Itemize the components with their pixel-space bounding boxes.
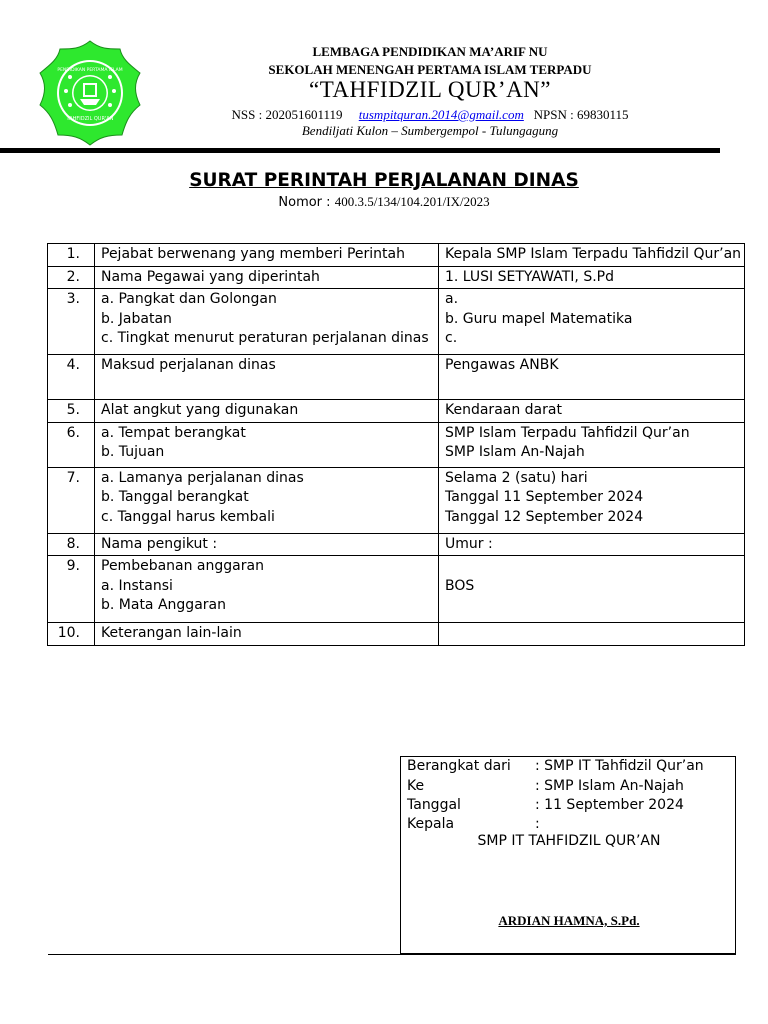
item-value [445, 624, 738, 644]
tanggal-label: Tanggal [407, 797, 461, 813]
item-value: Pengawas ANBK [445, 357, 559, 373]
item-label: Alat angkut yang digunakan [101, 402, 299, 418]
item-value: Kepala SMP Islam Terpadu Tahfidzil Qur’an [445, 246, 742, 262]
row-number: 10. [48, 623, 95, 646]
item-value: BOS [445, 577, 475, 594]
signatory-name: ARDIAN HAMNA, S.Pd. [498, 913, 640, 928]
item-value-cell [439, 623, 745, 646]
item-value-cell [439, 422, 745, 467]
item-value: Umur : [445, 535, 493, 552]
item-label-cell [95, 556, 439, 623]
nomor-value: 400.3.5/134/104.201/IX/2023 [334, 194, 490, 209]
item-label: c. Tingkat menurut peraturan perjalanan dinas [101, 330, 429, 346]
item-label: b. Mata Anggaran [101, 597, 226, 613]
berangkat-value: : SMP IT Tahfidzil Qur’an [535, 758, 704, 774]
row-number: 1. [48, 244, 95, 267]
table-row [48, 422, 745, 467]
table-row [48, 266, 745, 289]
item-label-cell [95, 623, 439, 646]
item-label: Pembebanan anggaran [101, 558, 264, 574]
school-logo [34, 40, 146, 146]
row-number: 8. [48, 533, 95, 556]
item-label-cell [95, 422, 439, 467]
kepala-row [407, 815, 540, 835]
item-value-cell [439, 266, 745, 289]
row-number: 9. [48, 556, 95, 623]
ke-row [407, 777, 684, 797]
table-row [48, 244, 745, 267]
item-value: b. Guru mapel Matematika [445, 310, 633, 327]
bottom-line [48, 954, 736, 955]
table-row [48, 623, 745, 646]
tanggal-row [407, 796, 684, 816]
item-label-cell [95, 266, 439, 289]
kepala-label: Kepala [407, 816, 455, 832]
item-label: a. Pangkat dan Golongan [101, 291, 277, 307]
item-value: c. [445, 330, 458, 346]
row-number: 6. [48, 422, 95, 467]
item-label: a. Instansi [101, 577, 173, 594]
npsn-number: NPSN : 69830115 [533, 107, 629, 122]
header-school-name: “TAHFIDZIL QUR’AN” [309, 77, 551, 102]
item-value: SMP Islam Terpadu Tahfidzil Qur’an [445, 424, 690, 441]
item-label-cell [95, 289, 439, 355]
table-row [48, 289, 745, 355]
header-school-type: SEKOLAH MENENGAH PERTAMA ISLAM TERPADU [268, 62, 592, 77]
item-value: Tanggal 12 September 2024 [445, 508, 644, 525]
item-label: b. Tanggal berangkat [101, 489, 249, 505]
row-number: 5. [48, 400, 95, 423]
item-label-cell [95, 533, 439, 556]
row-number: 2. [48, 266, 95, 289]
nomor-label: Nomor : [278, 195, 331, 210]
item-value-cell [439, 533, 745, 556]
item-value: Tanggal 11 September 2024 [445, 489, 644, 505]
item-label: c. Tanggal harus kembali [101, 508, 275, 525]
item-label: Keterangan lain-lain [101, 625, 242, 641]
item-value: 1. LUSI SETYAWATI, S.Pd [445, 268, 614, 285]
header-address: Bendiljati Kulon – Sumbergempol - Tulungagung [301, 123, 559, 138]
table-row [48, 533, 745, 556]
logo-text-bottom: TAHFIDZIL QUR'AN [66, 116, 114, 122]
document-number [0, 194, 768, 210]
item-value-cell [439, 556, 745, 623]
item-value [445, 596, 738, 616]
spd-detail-table [47, 243, 745, 646]
item-label: Maksud perjalanan dinas [101, 357, 276, 373]
ke-label: Ke [407, 778, 425, 794]
berangkat-row [407, 757, 704, 777]
item-value: Selama 2 (satu) hari [445, 469, 588, 486]
table-row [48, 400, 745, 423]
item-value [445, 557, 738, 577]
item-label: b. Jabatan [101, 310, 172, 327]
item-label: b. Tujuan [101, 444, 165, 460]
departure-signature-box [400, 756, 736, 954]
table-row [48, 467, 745, 533]
item-value-cell [439, 400, 745, 423]
item-value: SMP Islam An-Najah [445, 444, 585, 460]
header-divider [0, 148, 720, 153]
header-institution: LEMBAGA PENDIDIKAN MA’ARIF NU [312, 44, 548, 59]
row-number: 7. [48, 467, 95, 533]
header-identifiers [190, 107, 670, 123]
berangkat-label: Berangkat dari [407, 758, 511, 774]
item-value: a. [445, 291, 459, 307]
item-label-cell [95, 467, 439, 533]
item-label-cell [95, 400, 439, 423]
item-label: a. Lamanya perjalanan dinas [101, 469, 304, 486]
item-label: Nama Pegawai yang diperintah [101, 268, 320, 285]
item-label: Nama pengikut : [101, 535, 218, 552]
kepala-value: : [535, 816, 540, 832]
row-number: 4. [48, 355, 95, 400]
nss-number: NSS : 202051601119 [231, 107, 343, 122]
item-value-cell [439, 289, 745, 355]
item-label: a. Tempat berangkat [101, 424, 246, 441]
item-value: Kendaraan darat [445, 402, 562, 418]
document-title: SURAT PERINTAH PERJALANAN DINAS [189, 170, 579, 191]
logo-text-top: PENDIDIKAN PERTAMA ISLAM [57, 68, 123, 73]
item-label: Pejabat berwenang yang memberi Perintah [101, 246, 405, 262]
tanggal-value: : 11 September 2024 [535, 797, 684, 813]
ke-value: : SMP Islam An-Najah [535, 778, 684, 794]
email-link[interactable]: tusmpitquran.2014@gmail.com [358, 107, 524, 122]
signature-organization: SMP IT TAHFIDZIL QUR’AN [477, 833, 661, 849]
item-label-cell [95, 244, 439, 267]
item-label-cell [95, 355, 439, 400]
table-row [48, 556, 745, 623]
row-number: 3. [48, 289, 95, 355]
item-value-cell [439, 467, 745, 533]
item-value-cell [439, 244, 745, 267]
table-row [48, 355, 745, 400]
item-value-cell [439, 355, 745, 400]
